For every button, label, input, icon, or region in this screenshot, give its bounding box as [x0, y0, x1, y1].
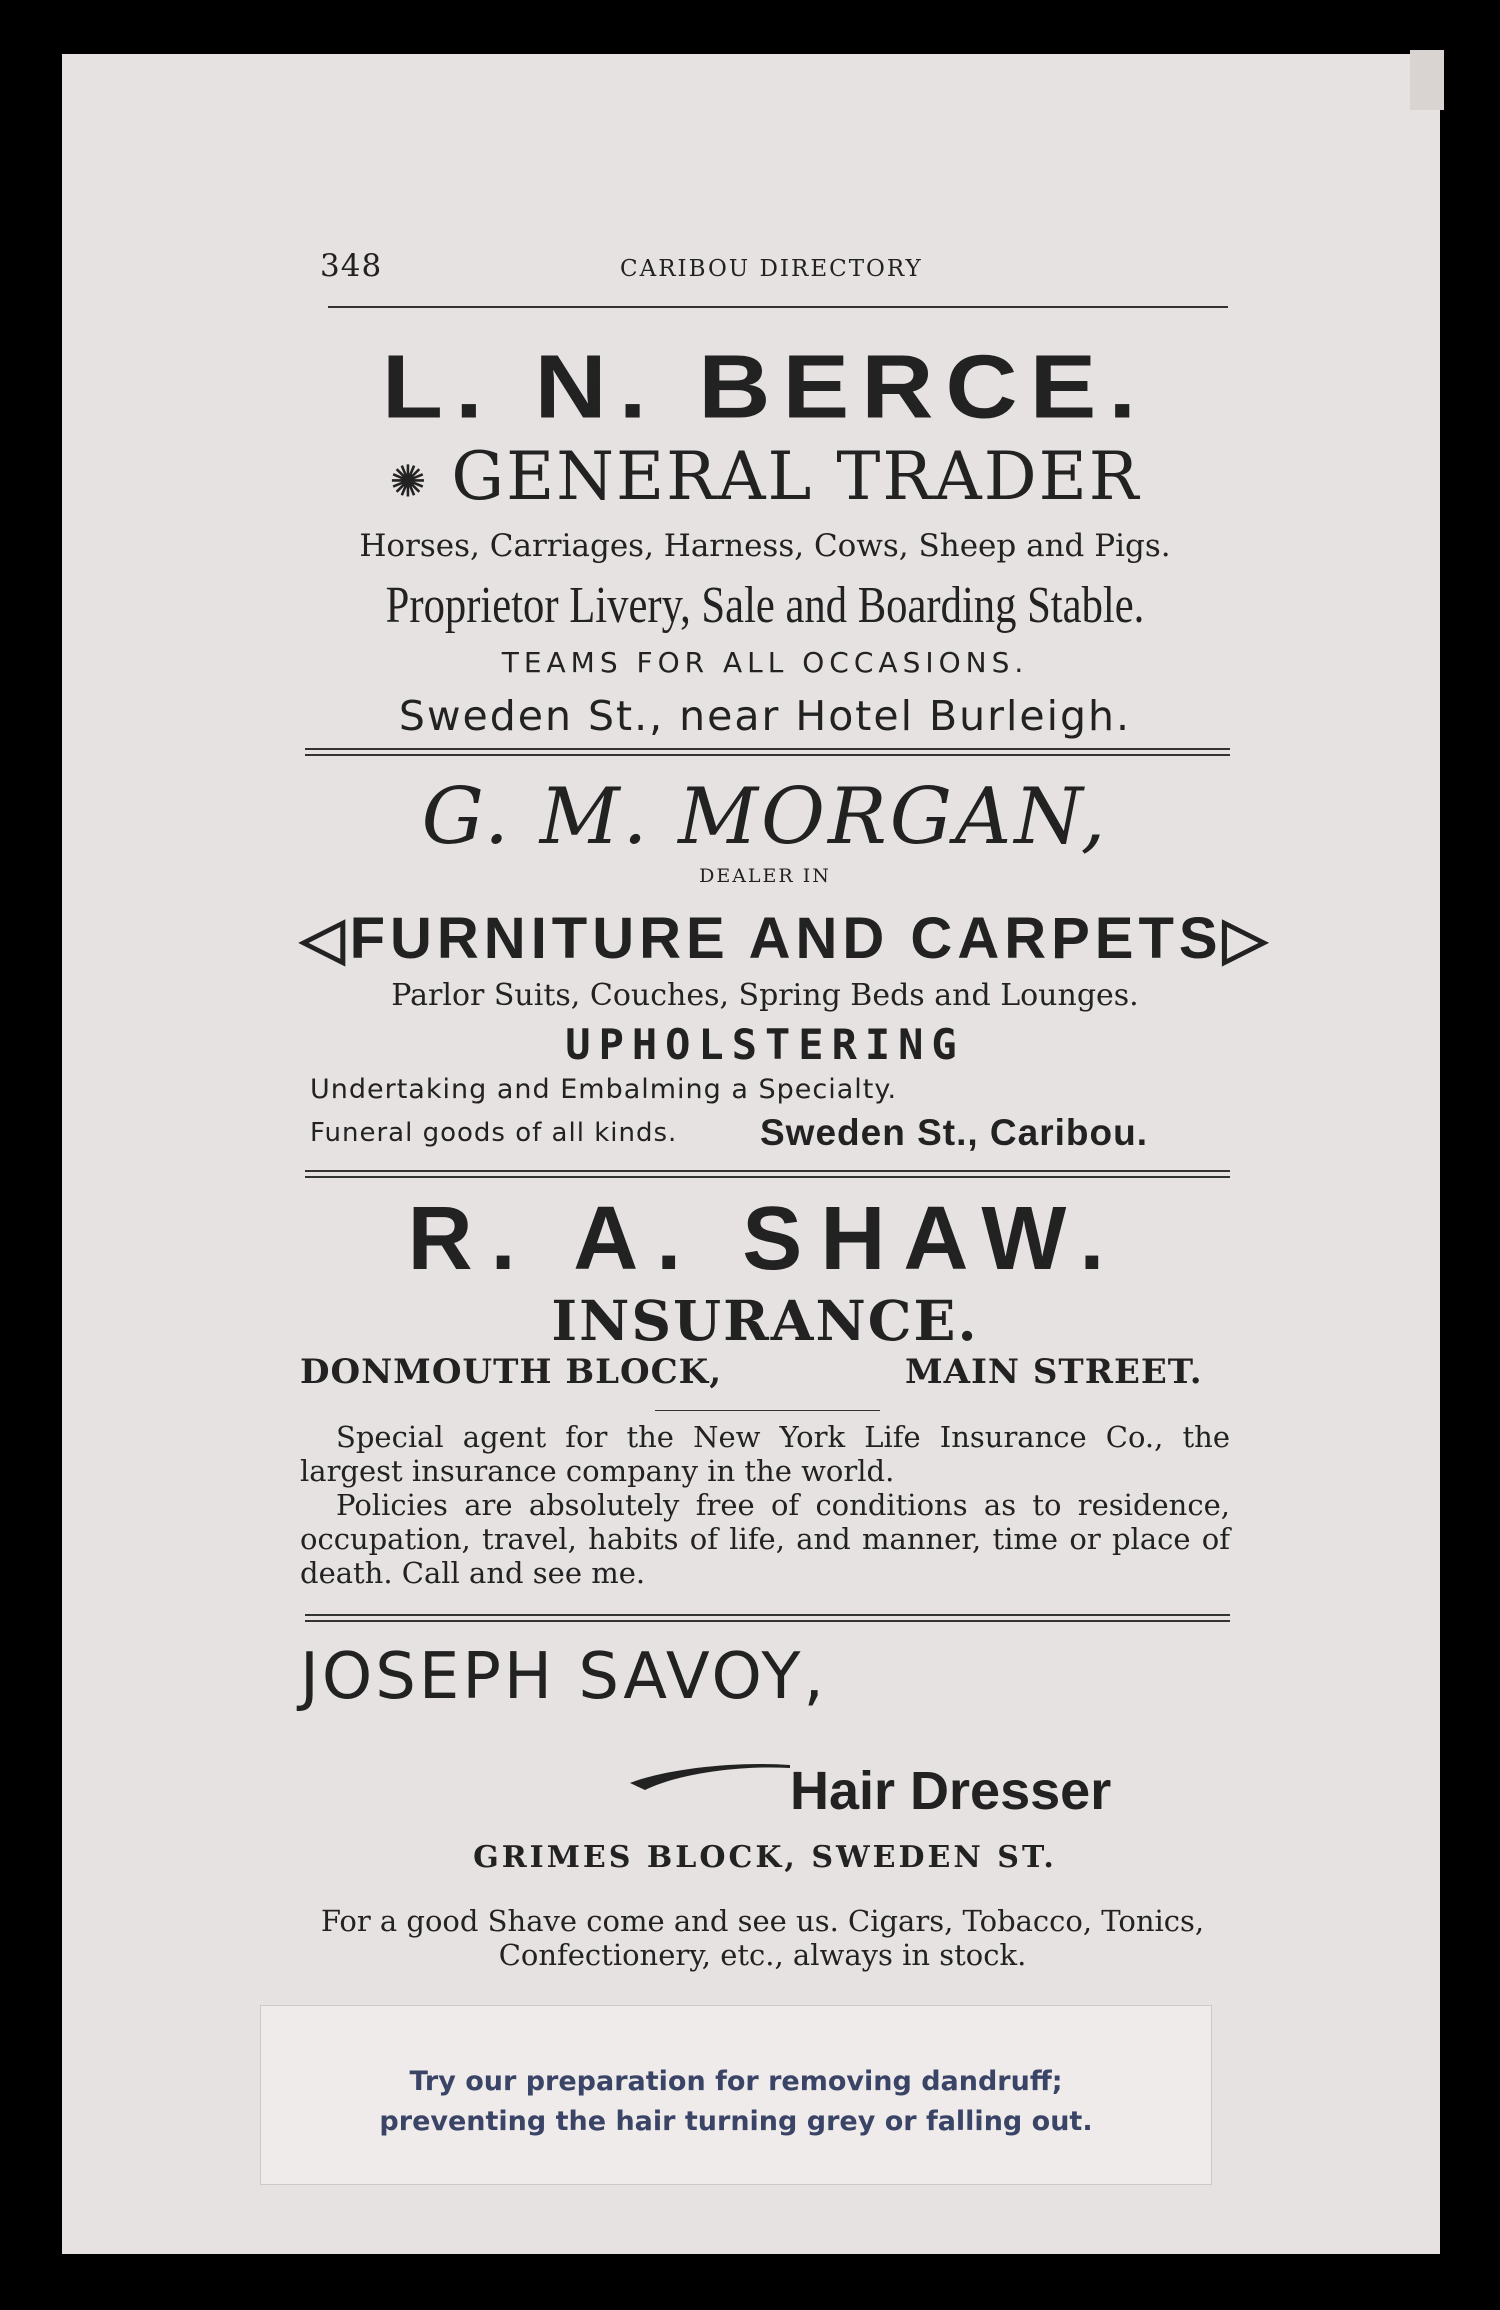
morgan-funeral: Funeral goods of all kinds. — [310, 1118, 678, 1148]
berce-items: Horses, Carriages, Harness, Cows, Sheep and Pigs. — [359, 528, 1171, 564]
morgan-upholstering: UPHOLSTERING — [565, 1020, 965, 1069]
running-title: CARIBOU DIRECTORY — [620, 256, 923, 282]
shaw-street: MAIN STREET. — [905, 1352, 1203, 1392]
header-rule — [328, 306, 1228, 308]
morgan-address: Sweden St., Caribou. — [760, 1112, 1148, 1153]
divider — [305, 1170, 1230, 1178]
savoy-name: JOSEPH SAVOY, — [300, 1640, 827, 1714]
ornament-icon: ✺ — [389, 456, 429, 508]
berce-proprietor: Proprietor Livery, Sale and Boarding Stable. — [385, 577, 1145, 634]
savoy-address: GRIMES BLOCK, SWEDEN ST. — [473, 1840, 1057, 1875]
shaw-name: R. A. SHAW. — [407, 1189, 1123, 1289]
berce-name: L. N. BERCE. — [381, 336, 1149, 438]
shaw-paragraph-2: Policies are absolutely free of conditions as to residence, occupation, travel, habits of life, and manner, time or place of death. Call and see me. — [300, 1488, 1230, 1590]
shaw-business: INSURANCE. — [551, 1288, 979, 1353]
divider — [305, 1614, 1230, 1622]
morgan-undertaking: Undertaking and Embalming a Specialty. — [310, 1074, 898, 1105]
divider — [305, 748, 1230, 756]
savoy-trade: Hair Dresser — [790, 1761, 1112, 1821]
berce-trade — [300, 438, 1230, 515]
page-corner — [1410, 50, 1444, 110]
short-rule — [655, 1410, 880, 1411]
morgan-name: G. M. MORGAN, — [421, 772, 1109, 862]
savoy-description: For a good Shave come and see us. Cigars, Tobacco, Tonics, Confectionery, etc., always in stock. — [320, 1904, 1205, 1972]
shaw-block: DONMOUTH BLOCK, — [300, 1352, 723, 1392]
berce-trade-text: GENERAL TRADER — [451, 438, 1141, 515]
notice-box — [260, 2005, 1212, 2185]
shaw-paragraph-1: Special agent for the New York Life Insurance Co., the largest insurance company in the world. — [300, 1420, 1230, 1488]
shaw-description — [300, 1420, 1230, 1590]
left-arrow-ornament-icon: ◁ — [300, 906, 350, 971]
notice-line-2: preventing the hair turning grey or falling out. — [379, 2106, 1093, 2137]
page-number: 348 — [320, 248, 383, 284]
right-arrow-ornament-icon: ▷ — [1222, 906, 1273, 971]
notice-line-1: Try our preparation for removing dandruff; — [409, 2066, 1063, 2097]
swoosh-ornament-icon — [625, 1755, 795, 1795]
berce-address: Sweden St., near Hotel Burleigh. — [398, 692, 1132, 740]
berce-teams: TEAMS FOR ALL OCCASIONS. — [501, 646, 1029, 679]
morgan-furniture-text: FURNITURE AND CARPETS — [349, 906, 1223, 971]
morgan-furniture — [300, 904, 1273, 972]
morgan-parlor: Parlor Suits, Couches, Spring Beds and Lounges. — [391, 978, 1139, 1013]
morgan-dealer: DEALER IN — [699, 865, 831, 887]
